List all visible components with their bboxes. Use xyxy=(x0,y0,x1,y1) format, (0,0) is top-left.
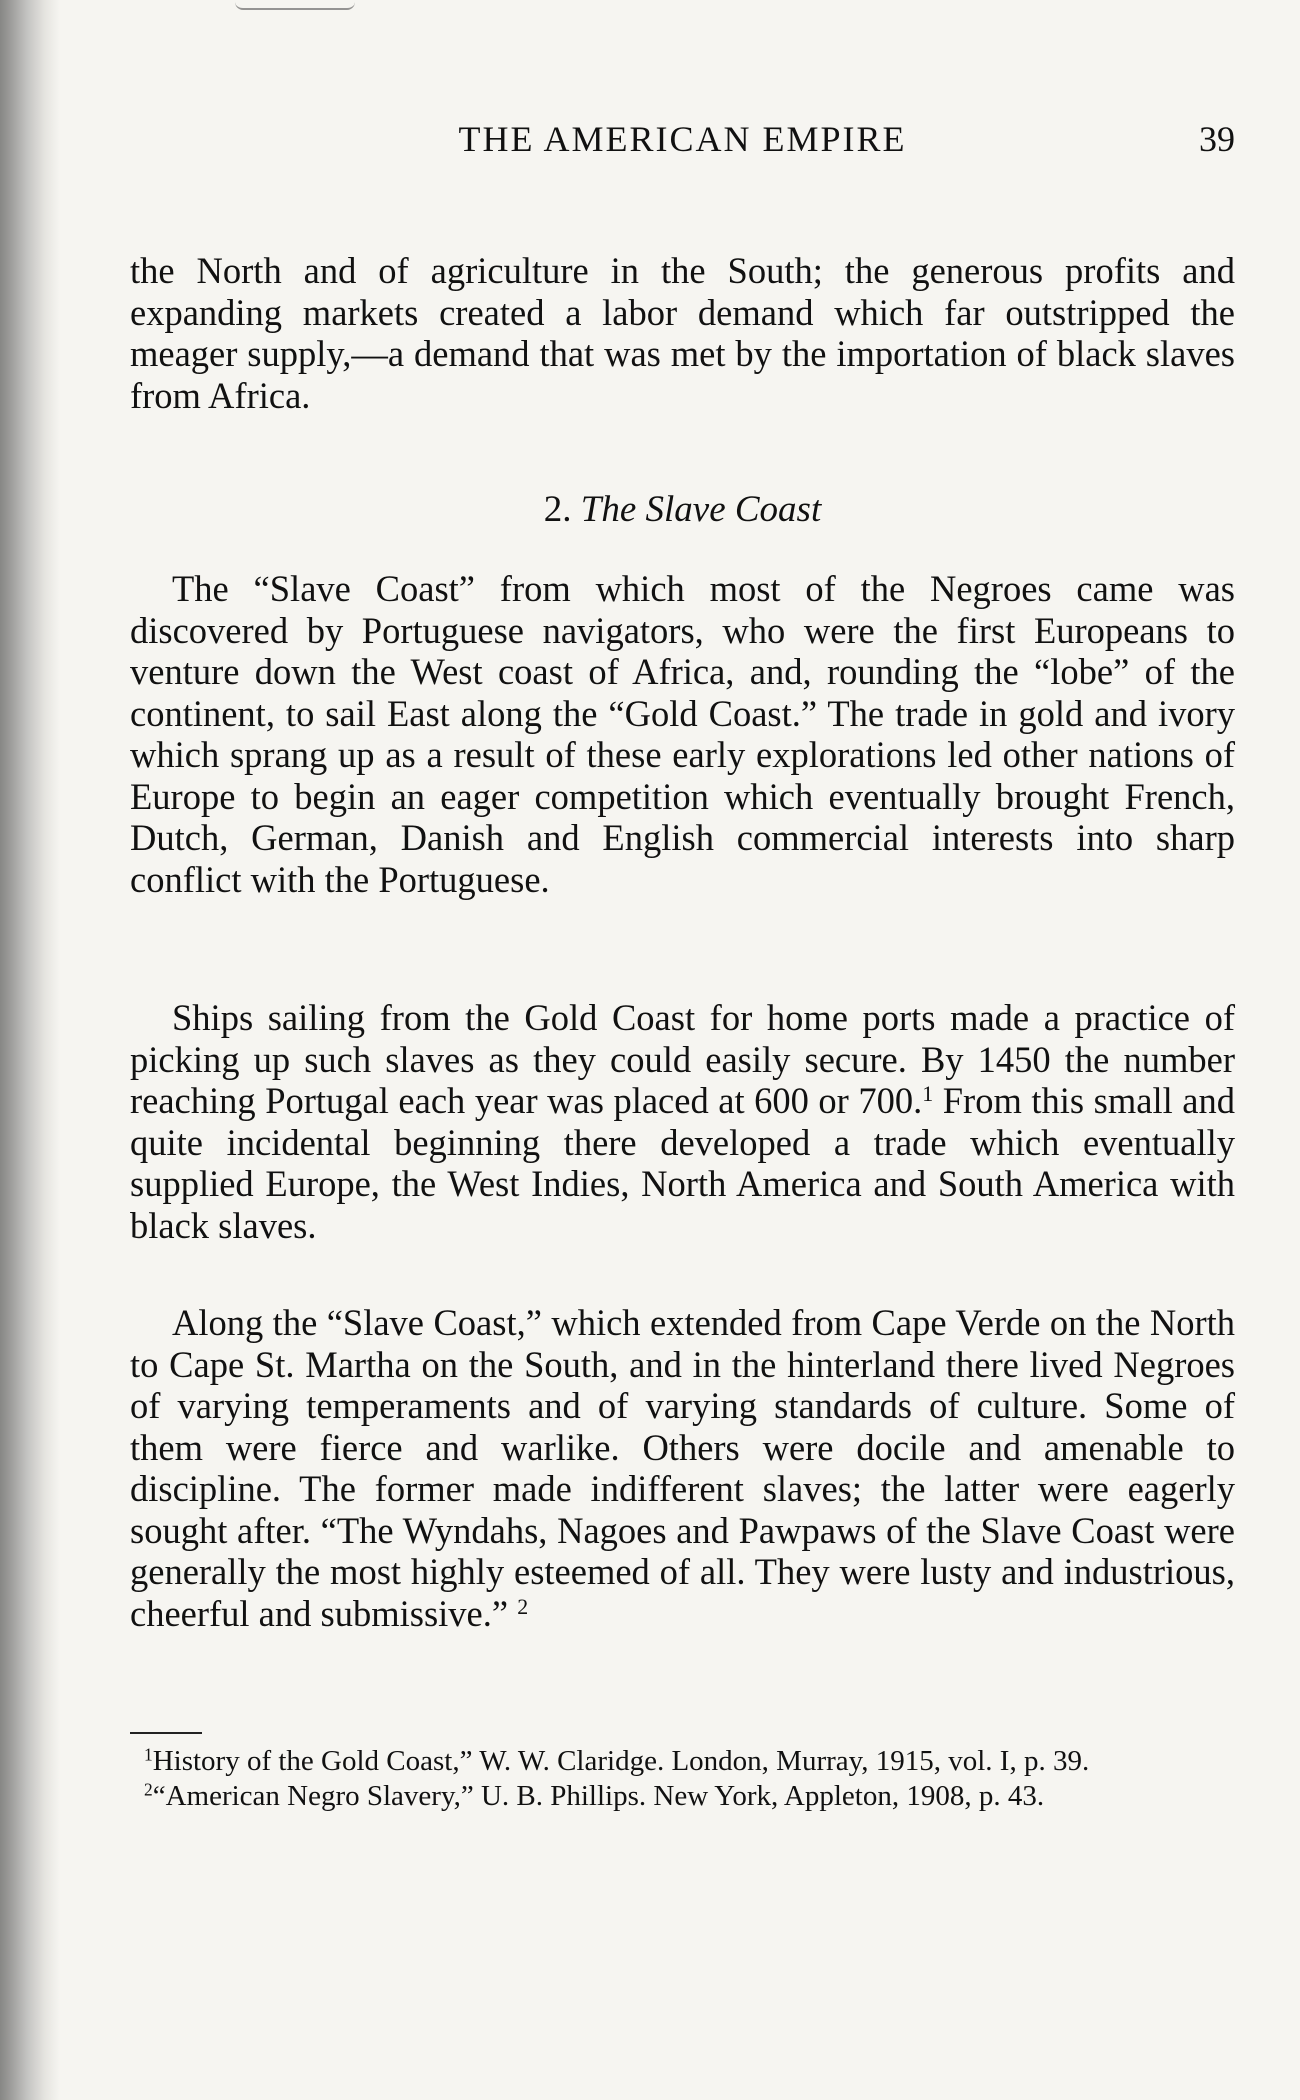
paragraph-ships-sailing-part1: Ships sailing from the Gold Coast for home ports made a practice of picking up such slaves as they could easily secure. By 1450 the number reaching Portugal each year was placed at 600 or 700. xyxy=(130,997,1235,1121)
section-title: The Slave Coast xyxy=(580,489,822,530)
footnote-1 xyxy=(130,1745,1235,1778)
paragraph-along-coast-text: Along the “Slave Coast,” which extended from Cape Verde on the North to Cape St. Martha on the South, and in the hinterland there lived Negroes of varying temperaments and of varying standards of culture. Some of them were fierce and warlike. Others were docile and amenable to discipline. The former made indifferent slaves; the latter were eagerly sought after. “The Wyndahs, Nagoes and Pawpaws of the Slave Coast were generally the most highly esteemed of all. They were lusty and industrious, cheerful and submissive.” xyxy=(130,1302,1235,1634)
footnote-1-marker: 1 xyxy=(144,1744,153,1765)
footnote-ref-2: 2 xyxy=(517,1593,529,1619)
footnote-2-marker: 2 xyxy=(144,1779,153,1800)
footnote-1-text: History of the Gold Coast,” W. W. Claridge. London, Murray, 1915, vol. I, p. 39. xyxy=(152,1745,1090,1777)
footnote-2 xyxy=(130,1780,1235,1813)
book-spine-shadow xyxy=(0,0,60,2100)
paragraph-ships-sailing xyxy=(130,997,1235,1246)
paragraph-along-coast xyxy=(130,1302,1235,1634)
paragraph-ships-sailing-part2: From this small and quite incidental beginning there developed a trade which eventually supplied Europe, the West Indies, North America and South America with black slaves. xyxy=(130,1080,1236,1246)
footnote-2-text: “American Negro Slavery,” U. B. Phillips. New York, Appleton, 1908, p. 43. xyxy=(152,1780,1045,1812)
paragraph-continuation: the North and of agriculture in the South; the generous profits and expanding markets created a labor demand which far outstripped the meager supply,—a demand that was met by the importation of black slaves from Africa. xyxy=(130,250,1235,416)
section-number: 2. xyxy=(543,489,572,530)
paragraph-slave-coast-intro: The “Slave Coast” from which most of the Negroes came was discovered by Portuguese navigators, who were the first Europeans to venture down the West coast of Africa, and, rounding the “lobe” of the continent, to sail East along the “Gold Coast.” The trade in gold and ivory which sprang up as a result of these early explorations led other nations of Europe to begin an eager competition which eventually brought French, Dutch, German, Danish and English commercial interests into sharp conflict with the Portuguese. xyxy=(130,568,1235,900)
section-heading xyxy=(130,488,1235,531)
running-head xyxy=(130,118,1235,168)
footnote-rule xyxy=(130,1732,202,1734)
page-edge-mark xyxy=(235,2,355,10)
page-number: 39 xyxy=(1199,119,1235,159)
running-head-title: THE AMERICAN EMPIRE xyxy=(458,119,907,159)
footnote-ref-1: 1 xyxy=(922,1080,934,1106)
footnotes xyxy=(130,1745,1235,1815)
